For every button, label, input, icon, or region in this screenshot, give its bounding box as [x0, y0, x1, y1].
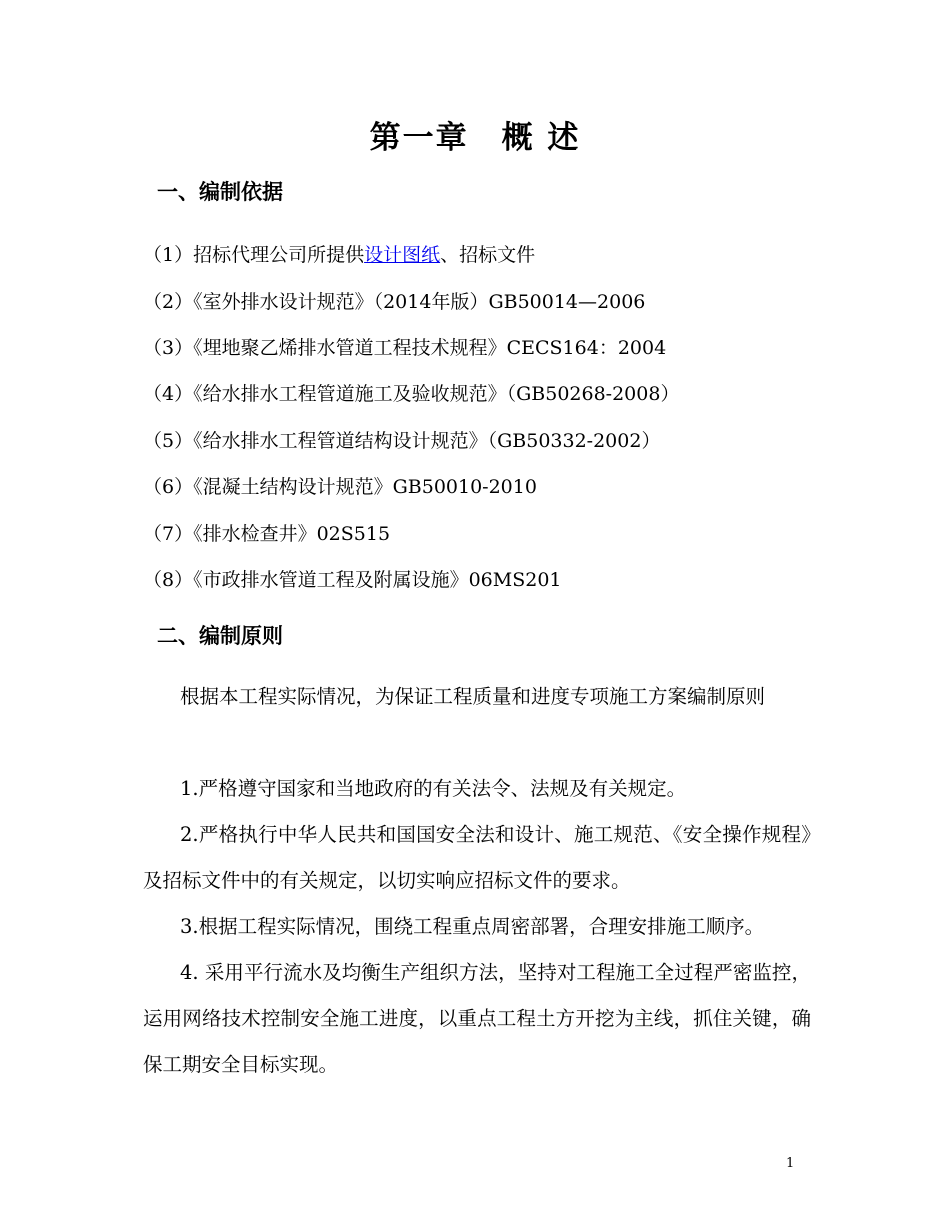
paragraph: 4. 采用平行流水及均衡生产组织方法，坚持对工程施工全过程严密监控，运用网络技术控制安全施工进度，以重点工程土方开挖为主线，抓住关键，确保工期安全目标实现。 — [143, 961, 811, 1076]
reference-item — [143, 240, 535, 267]
reference-item: （5）《给水排水工程管道结构设计规范》（GB50332-2002） — [143, 430, 661, 452]
reference-item: （7）《排水检查井》02S515 — [143, 523, 391, 545]
paragraph: 2.严格执行中华人民共和国国安全法和设计、施工规范、《安全操作规程》及招标文件中的有关规定，以切实响应招标文件的要求。 — [143, 823, 811, 892]
page-number: 1 — [786, 1156, 795, 1171]
section-heading-principles: 二、编制原则 — [157, 624, 283, 648]
reference-text: 、招标文件 — [440, 244, 536, 266]
section-heading-basis: 一、编制依据 — [157, 180, 283, 204]
paragraph: 1.严格遵守国家和当地政府的有关法令、法规及有关规定。 — [180, 777, 687, 800]
reference-item: （6）《混凝土结构设计规范》GB50010-2010 — [143, 476, 537, 498]
paragraph: 3.根据工程实际情况，围绕工程重点周密部署，合理安排施工顺序。 — [180, 915, 765, 938]
reference-item: （2）《室外排水设计规范》（2014年版）GB50014—2006 — [143, 291, 646, 313]
reference-item: （8）《市政排水管道工程及附属设施》06MS201 — [143, 569, 562, 591]
reference-item: （4）《给水排水工程管道施工及验收规范》（GB50268-2008） — [143, 383, 680, 405]
design-drawings-link[interactable]: 设计图纸 — [364, 244, 441, 266]
reference-text: （1）招标代理公司所提供 — [143, 244, 365, 266]
paragraph: 根据本工程实际情况，为保证工程质量和进度专项施工方案编制原则 — [180, 685, 766, 708]
chapter-title: 第一章 概 述 — [369, 120, 581, 156]
reference-item: （3）《埋地聚乙烯排水管道工程技术规程》CECS164：2004 — [143, 337, 667, 359]
